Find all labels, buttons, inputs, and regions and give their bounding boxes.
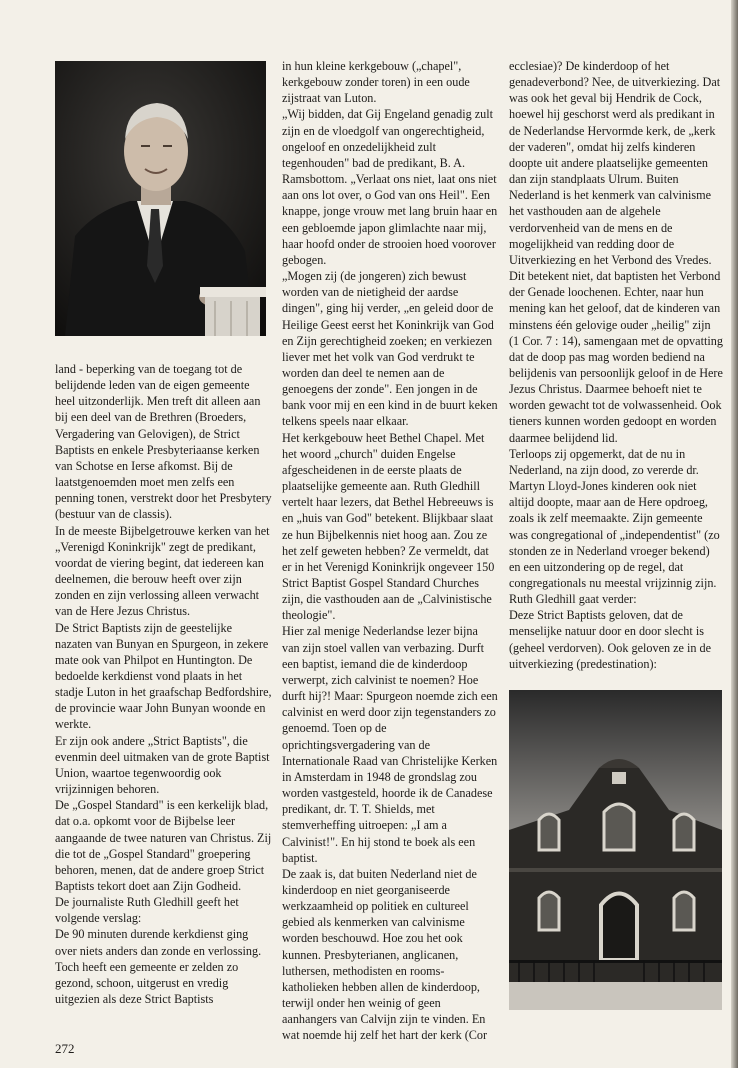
paragraph: Terloops zij opgemerkt, dat de nu in Nederland, na zijn dood, zo vererde dr. Martyn Lloyd-Jones kinderen ook niet altijd doopte, maar aan de Here opdroeg, zoals ik zelf meemaakte. Zijn gemeente was congregational of „independentist" (zo stonden ze in Nederland vroeger bekend) en een uitzondering op de regel, dat congregationals nu meestal vrijzinnig zijn. <box>509 446 720 590</box>
paragraph: land - beperking van de toegang tot de belijdende leden van de eigen gemeente heel uitzonderlijk. Men treft dit alleen aan bij een deel van de Brethren (Broeders, Vergadering van Gelovigen), de Strict Baptists en enkele Presbyteriaanse kerken van Schotse en Ierse afkomst. Bij de laatstgenoemden moet men zelfs een penning tonen, verstrekt door het Presbytery (bestuur van de classis). <box>55 362 272 522</box>
paragraph: De „Gospel Standard" is een kerkelijk blad, dat o.a. opkomt voor de Bijbelse leer aangaande de twee naturen van Christus. Zij die tot de „Gospel Standard" groepering behoren, menen, dat de andere groep Strict Baptists tekort doet aan Zijn Godheid. <box>55 798 272 893</box>
text-column-left <box>55 361 272 1007</box>
text-column-middle <box>282 58 498 1044</box>
paragraph: „Mogen zij (de jongeren) zich bewust worden van de nietigheid der aardse dingen", ging hij verder, „en geleid door de Heilige Geest eerst het Koninkrijk van God en Zijn gerechtigheid zoeken; en verkiezen liever met het volk van God verdrukt te worden dan deel te nemen aan de genoegens der zonde". Een jongen in de bank voor mij en een kind in de buurt keken telkens speels naar elkaar. <box>282 269 498 429</box>
paragraph: ecclesiae)? De kinderdoop of het genadeverbond? Nee, de uitverkiezing. Dat was ook het geval bij Hendrik de Cock, hoewel hij geschorst werd als predikant in de Nederlandse Hervormde kerk, de „kerk der vaderen", omdat hij zelfs kinderen doopte uit andere plaatselijke gemeenten dan zijn standplaats Ulrum. Buiten Nederland is het kenmerk van calvinisme het vasthouden aan de algehele verdorvenheid van de mens en de mogelijkheid van redding door de Uitverkiezing en het Verbond des Vredes. Dit betekent niet, dat baptisten het Verbond der Genade loochenen. Echter, naar hun mening kan het geloof, dat de kinderen van minstens één gelovige ouder „heilig" zijn (1 Cor. 7 : 14), samengaan met de opvatting dat de doop pas mag worden bediend na belijdenis van persoonlijk geloof in de Here Jezus Christus. Daarmee behoeft niet te worden gewacht tot de volwassenheid. Ook tieners kunnen worden gedoopt en worden daarmee belijdend lid. <box>509 59 723 445</box>
page-number: 272 <box>55 1041 75 1056</box>
paragraph: Ruth Gledhill gaat verder: <box>509 592 637 607</box>
paragraph: De zaak is, dat buiten Nederland niet de kinderdoop en niet georganiseerde werkzaamheid op politiek en cultureel gebied als kenmerken van calvinisme worden beschouwd. Hoe zou het ook kunnen. Presbyterianen, anglicanen, luthersen, methodisten en rooms-katholieken hebben allen de kinderdoop, terwijl onder hen weinig of geen aanhangers van Calvijn zijn te vinden. En wat noemde hij zelf het hart der kerk (Cor <box>282 866 488 1043</box>
paragraph: in hun kleine kerkgebouw („chapel", kerkgebouw zonder toren) in een oude zijstraat van Luton. <box>282 59 470 106</box>
page-edge-shadow <box>731 0 738 1068</box>
paragraph: De 90 minuten durende kerkdienst ging over niets anders dan zonde en verlossing. Toch heeft een gemeente er zelden zo gezond, schoon, uitgerust en vredig uitgezien als deze Strict Baptists <box>55 927 262 1007</box>
paragraph: Hier zal menige Nederlandse lezer bijna van zijn stoel vallen van verbazing. Durft een baptist, iemand die de kinderdoop verwerpt, zich calvinist te noemen? Hoe durft hij?! Maar: Spurgeon noemde zich een calvinist en werd door zijn tegenstanders zo genoemd. Toen op de oprichtingsvergadering van de Internationale Raad van Christelijke Kerken in Amsterdam in 1948 de grondslag zou worden vastgesteld, hoorde ik de Canadese predikant, dr. T. T. Shields, met stemverheffing uitroepen: „I am a Calvinist!". En hij stond te boek als een baptist. <box>282 624 498 865</box>
paragraph: „Wij bidden, dat Gij Engeland genadig zult zijn en de vloedgolf van ongerechtigheid, ongeloof en onzedelijkheid zult tegenhouden" bad de predikant, B. A. Ramsbottom. „Verlaat ons niet, laat ons niet aan ons lot over, o God van ons Heil". Een knappe, jonge vrouw met lang bruin haar en een gebloemde japon glimlachte naar mij, haar hoofd onder de strooien hoed voorover gebogen. <box>282 107 498 267</box>
paragraph: De journaliste Ruth Gledhill geeft het volgende verslag: <box>55 895 239 926</box>
portrait-photo <box>55 61 266 336</box>
text-column-right <box>509 58 723 672</box>
chapel-image <box>509 690 722 1010</box>
paragraph: In de meeste Bijbelgetrouwe kerken van het „Verenigd Koninkrijk" zegt de predikant, voordat de viering begint, dat iedereen kan deelnemen, die berouw heeft over zijn zonden en zijn verlossing alleen verwacht van de Here Jezus Christus. <box>55 523 270 619</box>
paragraph: Het kerkgebouw heet Bethel Chapel. Met het woord „church" duiden Engelse afgescheidenen in de eerste plaats de plaatselijke gemeente aan. Ruth Gledhill vertelt haar lezers, dat Bethel Hebreeuws is en „huis van God" betekent. Blijkbaar slaat ze hun Bijbelkennis niet hoog aan. Zou ze het zelf geweten hebben? Ze vermeldt, dat er in het Verenigd Koninkrijk ongeveer 150 Strict Baptist Gospel Standard Churches zijn, die vasthouden aan de „Calvinistische theologie". <box>282 430 495 623</box>
paragraph: De Strict Baptists zijn de geestelijke nazaten van Bunyan en Spurgeon, in zekere mate ook van Philpot en Huntington. De bedoelde kerkdienst vond plaats in het stadje Luton in het graafschap Bedfordshire, de provincie waar John Bunyan woonde en werkte. <box>55 620 272 732</box>
paragraph: Deze Strict Baptists geloven, dat de menselijke natuur door en door slecht is (geheel verdorven). Ook geloven ze in de uitverkiezing (predestination): <box>509 608 712 671</box>
chapel-photo <box>509 690 722 1010</box>
paragraph: Er zijn ook andere „Strict Baptists", die evenmin deel uitmaken van de grote Baptist Union, waartoe tegenwoordig ook vrijzinnigen behoren. <box>55 733 270 797</box>
portrait-image <box>55 61 266 336</box>
